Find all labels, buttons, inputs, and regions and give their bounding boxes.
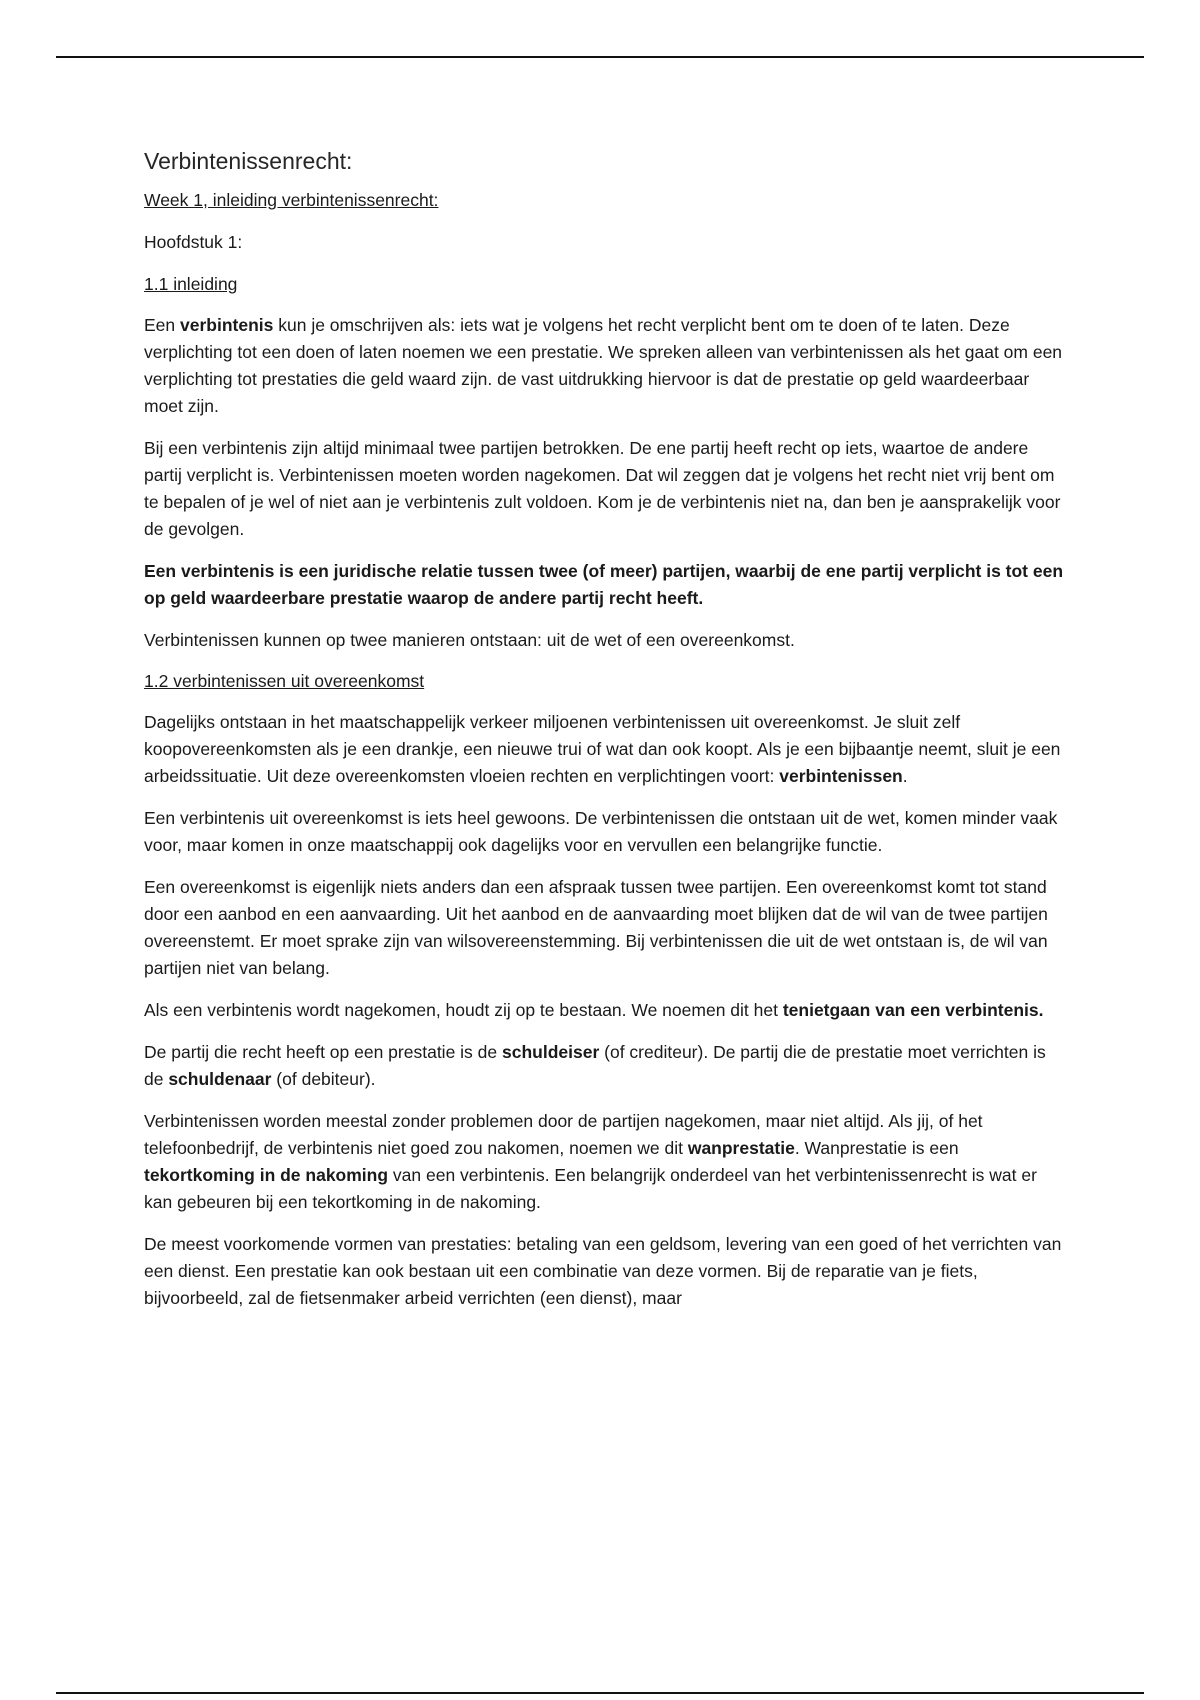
paragraph-gewoon: Een verbintenis uit overeenkomst is iets heel gewoons. De verbintenissen die ontstaan uit de wet, komen minder vaak voor, maar komen in onze maatschappij ook dagelijks voor en vervullen een belangrijke functie. (144, 808, 1058, 855)
text-run: Dagelijks ontstaan in het maatschappelijk verkeer miljoenen verbintenissen uit overeenkomst. Je sluit zelf koopovereenkomsten als je een drankje, een nieuwe trui of wat dan ook koopt. Als je een bijbaantje neemt, sluit je een arbeidssituatie. Uit deze overeenkomsten vloeien rechten en verplichtingen voort: (144, 712, 1061, 786)
bold-term: verbintenis (180, 315, 274, 335)
week-heading: Week 1, inleiding verbintenissenrecht: (144, 190, 439, 210)
header-rule (56, 56, 1144, 58)
bold-term: schuldenaar (168, 1069, 272, 1089)
text-run: Verbintenissen worden meestal zonder problemen door de partijen nagekomen, maar niet altijd. Als jij, of het telefoonbedrijf, de verbintenis niet goed zou nakomen, noemen we dit (144, 1111, 983, 1158)
text-run: . (902, 766, 908, 786)
text-run: . Wanprestatie is een (794, 1138, 959, 1158)
bold-term: tenietgaan van een verbintenis. (782, 1000, 1044, 1020)
text-run: kun je omschrijven als: iets wat je volgens het recht verplicht bent om te doen of te laten. Deze verplichting tot een doen of laten noemen we een prestatie. We spreken alleen van verbintenissen als het gaat om een verplichting tot prestaties die geld waard zijn. de vast uitdrukking hiervoor is dat de prestatie op geld waardeerbaar moet zijn. (144, 315, 1063, 416)
bold-term: verbintenissen (779, 766, 903, 786)
document-title: Verbintenissenrecht: (144, 148, 353, 174)
section-heading-1-2: 1.2 verbintenissen uit overeenkomst (144, 671, 425, 691)
paragraph-verbintenis-intro (144, 312, 1064, 420)
paragraph-definition: Een verbintenis is een juridische relatie tussen twee (of meer) partijen, waarbij de ene partij verplicht is tot een op geld waardeerbare prestatie waarop de andere partij recht heeft. (144, 561, 1064, 608)
text-run: Als een verbintenis wordt nagekomen, houdt zij op te bestaan. We noemen dit het (144, 1000, 783, 1020)
bold-term: wanprestatie (687, 1138, 795, 1158)
text-run: De partij die recht heeft op een prestatie is de (144, 1042, 502, 1062)
paragraph-partijen: Bij een verbintenis zijn altijd minimaal twee partijen betrokken. De ene partij heeft recht op iets, waartoe de andere partij verplicht is. Verbintenissen moeten worden nagekomen. Dat wil zeggen dat je volgens het recht niet vrij bent om te bepalen of je wel of niet aan je verbintenis zult voldoen. Kom je de verbintenis niet na, dan ben je aansprakelijk voor de gevolgen. (144, 438, 1061, 539)
footer-rule (56, 1692, 1144, 1694)
paragraph-schuldeiser (144, 1039, 1064, 1093)
text-run: van een verbintenis. Een belangrijk onderdeel van het verbintenissenrecht is wat er kan gebeuren bij een tekortkoming in de nakoming. (144, 1165, 1037, 1212)
section-heading-1-1: 1.1 inleiding (144, 274, 238, 294)
paragraph-wanprestatie (144, 1108, 1064, 1216)
bold-term: schuldeiser (502, 1042, 600, 1062)
paragraph-tenietgaan (144, 997, 1064, 1024)
paragraph-dagelijks (144, 709, 1064, 790)
text-run: (of debiteur). (271, 1069, 376, 1089)
paragraph-vormen-prestaties: De meest voorkomende vormen van prestaties: betaling van een geldsom, levering van een goed of het verrichten van een dienst. Een prestatie kan ook bestaan uit een combinatie van deze vormen. Bij de reparatie van je fiets, bijvoorbeeld, zal de fietsenmaker arbeid verrichten (een dienst), maar (144, 1234, 1062, 1308)
text-run: (of crediteur). De partij die de prestatie moet verrichten is de (144, 1042, 1046, 1089)
text-run: Een (144, 315, 180, 335)
chapter-heading: Hoofdstuk 1: (144, 232, 243, 252)
document-body (144, 146, 1064, 1327)
paragraph-overeenkomst: Een overeenkomst is eigenlijk niets anders dan een afspraak tussen twee partijen. Een overeenkomst komt tot stand door een aanbod en een aanvaarding. Uit het aanbod en de aanvaarding moet blijken dat de wil van de twee partijen overeenstemt. Er moet sprake zijn van wilsovereenstemming. Bij verbintenissen die uit de wet ontstaan is, de wil van partijen niet van belang. (144, 877, 1048, 978)
bold-term: tekortkoming in de nakoming (144, 1165, 389, 1185)
paragraph-ontstaan: Verbintenissen kunnen op twee manieren ontstaan: uit de wet of een overeenkomst. (144, 630, 795, 650)
